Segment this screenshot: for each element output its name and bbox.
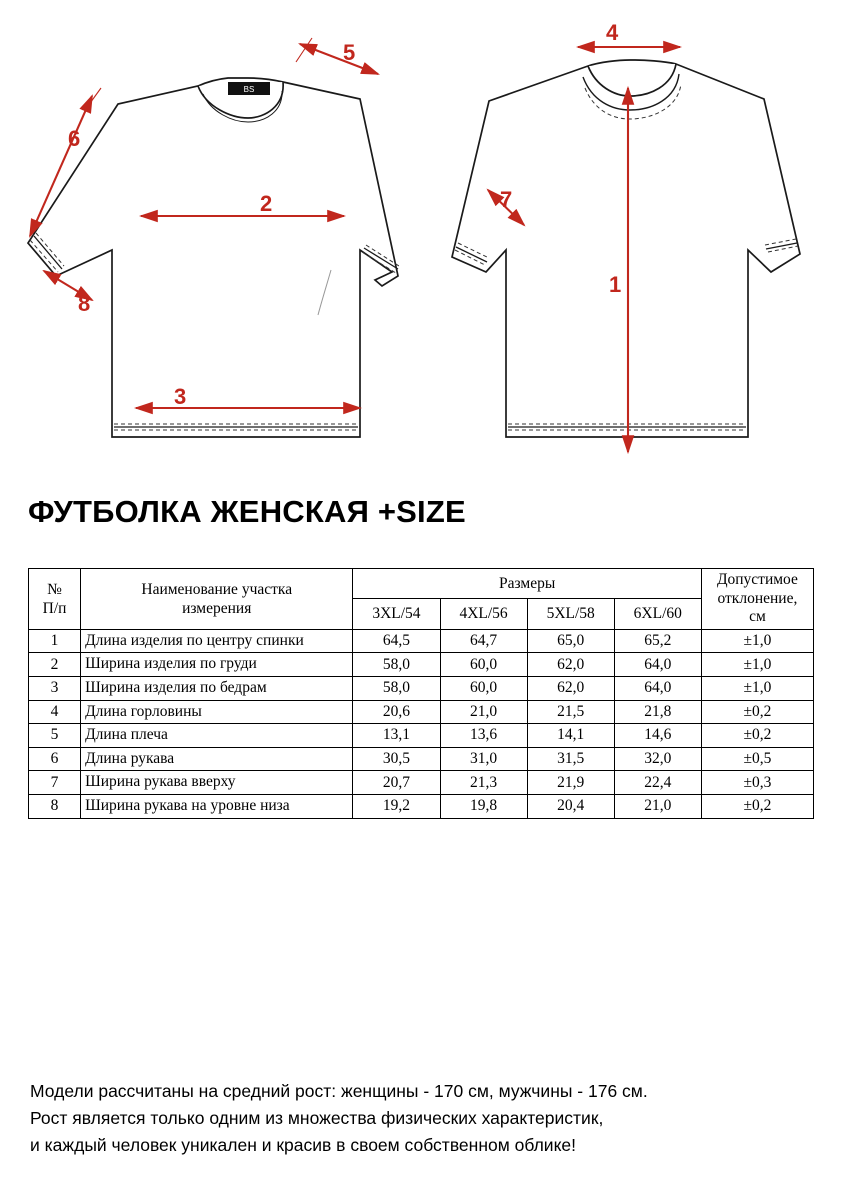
table-row xyxy=(29,676,814,700)
table-row xyxy=(29,724,814,748)
header-number xyxy=(29,569,81,630)
callout-2: 2 xyxy=(260,191,273,216)
row-number: 7 xyxy=(29,771,81,795)
table-row xyxy=(29,700,814,724)
row-value-3xl: 64,5 xyxy=(353,629,440,653)
footer-line-2: Рост является только одним из множества физических характеристик, xyxy=(30,1108,604,1129)
row-value-4xl: 64,7 xyxy=(440,629,527,653)
row-number: 6 xyxy=(29,747,81,771)
header-deviation-line1: Допустимое xyxy=(716,571,798,588)
header-deviation xyxy=(701,569,813,630)
row-name: Ширина рукава вверху xyxy=(81,771,353,795)
header-size-6xl: 6XL/60 xyxy=(614,599,701,629)
row-deviation: ±0,2 xyxy=(701,794,813,818)
row-name: Длина плеча xyxy=(81,724,353,748)
callout-1: 1 xyxy=(609,272,622,297)
header-number-line1: № xyxy=(47,580,62,598)
back-view xyxy=(452,60,800,437)
row-value-5xl: 62,0 xyxy=(527,653,614,677)
row-value-6xl: 64,0 xyxy=(614,676,701,700)
row-value-3xl: 20,7 xyxy=(353,771,440,795)
row-value-6xl: 21,8 xyxy=(614,700,701,724)
row-deviation: ±1,0 xyxy=(701,676,813,700)
row-name: Длина изделия по центру спинки xyxy=(81,629,353,653)
footer-note xyxy=(30,1078,820,1159)
row-number: 3 xyxy=(29,676,81,700)
measurements-table-wrapper xyxy=(28,568,814,819)
svg-text:BS: BS xyxy=(243,85,255,94)
row-value-5xl: 20,4 xyxy=(527,794,614,818)
header-size-5xl: 5XL/58 xyxy=(527,599,614,629)
row-value-3xl: 58,0 xyxy=(353,676,440,700)
row-deviation: ±0,3 xyxy=(701,771,813,795)
table-row xyxy=(29,653,814,677)
row-value-6xl: 64,0 xyxy=(614,653,701,677)
tshirt-measurement-diagram xyxy=(0,0,841,480)
row-number: 5 xyxy=(29,724,81,748)
header-size-3xl: 3XL/54 xyxy=(353,599,440,629)
header-deviation-line2: отклонение, xyxy=(717,589,798,607)
row-value-4xl: 60,0 xyxy=(440,676,527,700)
row-deviation: ±0,5 xyxy=(701,747,813,771)
row-value-5xl: 14,1 xyxy=(527,724,614,748)
row-value-4xl: 31,0 xyxy=(440,747,527,771)
footer-line-3: и каждый человек уникален и красив в своем собственном облике! xyxy=(30,1135,577,1156)
callout-5: 5 xyxy=(343,40,356,65)
row-deviation: ±1,0 xyxy=(701,629,813,653)
table-row xyxy=(29,794,814,818)
row-value-6xl: 22,4 xyxy=(614,771,701,795)
footer-line-1: Модели рассчитаны на средний рост: женщины - 170 см, мужчины - 176 см. xyxy=(30,1081,648,1101)
row-number: 4 xyxy=(29,700,81,724)
row-name: Ширина изделия по груди xyxy=(81,653,353,677)
table-header-row-1 xyxy=(29,569,814,599)
row-value-6xl: 32,0 xyxy=(614,747,701,771)
row-value-5xl: 21,5 xyxy=(527,700,614,724)
row-value-3xl: 13,1 xyxy=(353,724,440,748)
row-name: Ширина изделия по бедрам xyxy=(81,676,353,700)
brand-tag xyxy=(228,82,270,95)
front-view xyxy=(28,78,398,437)
callout-7: 7 xyxy=(500,187,513,212)
row-value-4xl: 21,3 xyxy=(440,771,527,795)
row-value-6xl: 21,0 xyxy=(614,794,701,818)
row-deviation: ±0,2 xyxy=(701,724,813,748)
page-title: ФУТБОЛКА ЖЕНСКАЯ +SIZE xyxy=(28,494,466,529)
row-value-4xl: 60,0 xyxy=(440,653,527,677)
row-value-6xl: 65,2 xyxy=(614,629,701,653)
callout-3: 3 xyxy=(174,384,187,409)
row-number: 8 xyxy=(29,794,81,818)
table-row xyxy=(29,771,814,795)
row-value-3xl: 20,6 xyxy=(353,700,440,724)
row-value-4xl: 19,8 xyxy=(440,794,527,818)
row-name: Длина рукава xyxy=(81,747,353,771)
row-name: Ширина рукава на уровне низа xyxy=(81,794,353,818)
row-value-3xl: 19,2 xyxy=(353,794,440,818)
row-value-5xl: 31,5 xyxy=(527,747,614,771)
table-row xyxy=(29,629,814,653)
header-name-line1: Наименование участка xyxy=(141,580,293,598)
row-value-5xl: 65,0 xyxy=(527,629,614,653)
table-row xyxy=(29,747,814,771)
row-value-6xl: 14,6 xyxy=(614,724,701,748)
row-value-3xl: 58,0 xyxy=(353,653,440,677)
callout-8: 8 xyxy=(78,291,91,316)
row-value-5xl: 62,0 xyxy=(527,676,614,700)
row-deviation: ±1,0 xyxy=(701,653,813,677)
header-name-line2: измерения xyxy=(182,599,252,617)
header-deviation-line3: см xyxy=(749,608,766,626)
row-value-4xl: 13,6 xyxy=(440,724,527,748)
row-deviation: ±0,2 xyxy=(701,700,813,724)
measurements-table xyxy=(28,568,814,819)
callout-4: 4 xyxy=(606,20,619,45)
row-value-5xl: 21,9 xyxy=(527,771,614,795)
row-number: 1 xyxy=(29,629,81,653)
row-value-3xl: 30,5 xyxy=(353,747,440,771)
header-measurement-name xyxy=(81,569,353,630)
row-value-4xl: 21,0 xyxy=(440,700,527,724)
callout-6: 6 xyxy=(68,126,81,151)
header-size-4xl: 4XL/56 xyxy=(440,599,527,629)
header-sizes: Размеры xyxy=(353,569,701,599)
row-number: 2 xyxy=(29,653,81,677)
header-number-line2: П/п xyxy=(42,599,67,617)
row-name: Длина горловины xyxy=(81,700,353,724)
